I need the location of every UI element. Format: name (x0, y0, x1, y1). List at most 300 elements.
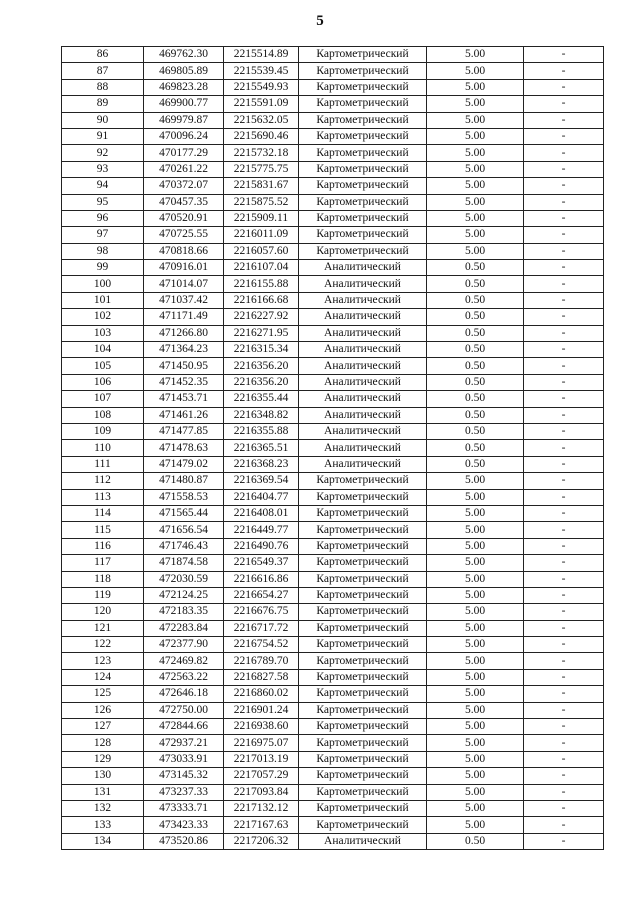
note-cell: - (524, 210, 604, 226)
note-cell: - (524, 669, 604, 685)
point-number-cell: 109 (62, 423, 144, 439)
table-row (62, 292, 604, 308)
table-row (62, 79, 604, 95)
point-number-cell: 97 (62, 227, 144, 243)
point-number-cell: 90 (62, 112, 144, 128)
accuracy-cell: 0.50 (427, 358, 524, 374)
x-coordinate-cell: 471656.54 (144, 522, 224, 538)
x-coordinate-cell: 473423.33 (144, 817, 224, 833)
note-cell: - (524, 751, 604, 767)
point-number-cell: 121 (62, 620, 144, 636)
point-number-cell: 125 (62, 686, 144, 702)
note-cell: - (524, 686, 604, 702)
method-cell: Картометрический (299, 555, 427, 571)
method-cell: Картометрический (299, 538, 427, 554)
table-row (62, 653, 604, 669)
point-number-cell: 110 (62, 440, 144, 456)
y-coordinate-cell: 2215514.89 (224, 47, 299, 63)
table-row (62, 702, 604, 718)
accuracy-cell: 5.00 (427, 489, 524, 505)
accuracy-cell: 0.50 (427, 374, 524, 390)
note-cell: - (524, 604, 604, 620)
y-coordinate-cell: 2216011.09 (224, 227, 299, 243)
point-number-cell: 95 (62, 194, 144, 210)
point-number-cell: 134 (62, 833, 144, 849)
method-cell: Аналитический (299, 440, 427, 456)
point-number-cell: 115 (62, 522, 144, 538)
y-coordinate-cell: 2216057.60 (224, 243, 299, 259)
x-coordinate-cell: 471450.95 (144, 358, 224, 374)
method-cell: Аналитический (299, 407, 427, 423)
x-coordinate-cell: 470177.29 (144, 145, 224, 161)
table-row (62, 210, 604, 226)
note-cell: - (524, 571, 604, 587)
table-row (62, 637, 604, 653)
method-cell: Картометрический (299, 751, 427, 767)
x-coordinate-cell: 472937.21 (144, 735, 224, 751)
method-cell: Картометрический (299, 686, 427, 702)
table-row (62, 260, 604, 276)
accuracy-cell: 5.00 (427, 47, 524, 63)
method-cell: Картометрический (299, 96, 427, 112)
note-cell: - (524, 243, 604, 259)
y-coordinate-cell: 2216348.82 (224, 407, 299, 423)
table-row (62, 309, 604, 325)
y-coordinate-cell: 2216356.20 (224, 374, 299, 390)
y-coordinate-cell: 2217167.63 (224, 817, 299, 833)
method-cell: Аналитический (299, 342, 427, 358)
point-number-cell: 103 (62, 325, 144, 341)
y-coordinate-cell: 2216901.24 (224, 702, 299, 718)
note-cell: - (524, 47, 604, 63)
x-coordinate-cell: 471266.80 (144, 325, 224, 341)
x-coordinate-cell: 469823.28 (144, 79, 224, 95)
note-cell: - (524, 391, 604, 407)
x-coordinate-cell: 471565.44 (144, 505, 224, 521)
point-number-cell: 87 (62, 63, 144, 79)
accuracy-cell: 0.50 (427, 260, 524, 276)
x-coordinate-cell: 473145.32 (144, 768, 224, 784)
accuracy-cell: 5.00 (427, 161, 524, 177)
method-cell: Картометрический (299, 768, 427, 784)
point-number-cell: 99 (62, 260, 144, 276)
table-row (62, 145, 604, 161)
y-coordinate-cell: 2216404.77 (224, 489, 299, 505)
accuracy-cell: 5.00 (427, 522, 524, 538)
x-coordinate-cell: 470520.91 (144, 210, 224, 226)
note-cell: - (524, 112, 604, 128)
accuracy-cell: 5.00 (427, 669, 524, 685)
point-number-cell: 113 (62, 489, 144, 505)
y-coordinate-cell: 2217206.32 (224, 833, 299, 849)
method-cell: Картометрический (299, 702, 427, 718)
point-number-cell: 128 (62, 735, 144, 751)
method-cell: Картометрический (299, 473, 427, 489)
y-coordinate-cell: 2217013.19 (224, 751, 299, 767)
note-cell: - (524, 342, 604, 358)
accuracy-cell: 0.50 (427, 833, 524, 849)
x-coordinate-cell: 471452.35 (144, 374, 224, 390)
x-coordinate-cell: 472283.84 (144, 620, 224, 636)
y-coordinate-cell: 2216271.95 (224, 325, 299, 341)
method-cell: Картометрический (299, 128, 427, 144)
accuracy-cell: 5.00 (427, 784, 524, 800)
method-cell: Картометрический (299, 210, 427, 226)
method-cell: Картометрический (299, 669, 427, 685)
y-coordinate-cell: 2216676.75 (224, 604, 299, 620)
note-cell: - (524, 292, 604, 308)
table-row (62, 423, 604, 439)
x-coordinate-cell: 471479.02 (144, 456, 224, 472)
note-cell: - (524, 800, 604, 816)
table-row (62, 489, 604, 505)
point-number-cell: 104 (62, 342, 144, 358)
table-row (62, 555, 604, 571)
method-cell: Аналитический (299, 309, 427, 325)
table-row (62, 522, 604, 538)
y-coordinate-cell: 2216827.58 (224, 669, 299, 685)
accuracy-cell: 0.50 (427, 309, 524, 325)
method-cell: Аналитический (299, 456, 427, 472)
table-row (62, 358, 604, 374)
accuracy-cell: 5.00 (427, 719, 524, 735)
method-cell: Картометрический (299, 604, 427, 620)
accuracy-cell: 5.00 (427, 112, 524, 128)
method-cell: Картометрический (299, 227, 427, 243)
method-cell: Аналитический (299, 374, 427, 390)
table-row (62, 473, 604, 489)
accuracy-cell: 5.00 (427, 243, 524, 259)
note-cell: - (524, 719, 604, 735)
y-coordinate-cell: 2216490.76 (224, 538, 299, 554)
x-coordinate-cell: 472124.25 (144, 587, 224, 603)
method-cell: Картометрический (299, 505, 427, 521)
note-cell: - (524, 407, 604, 423)
method-cell: Картометрический (299, 735, 427, 751)
note-cell: - (524, 145, 604, 161)
table-row (62, 440, 604, 456)
y-coordinate-cell: 2215690.46 (224, 128, 299, 144)
method-cell: Картометрический (299, 47, 427, 63)
x-coordinate-cell: 471453.71 (144, 391, 224, 407)
point-number-cell: 107 (62, 391, 144, 407)
accuracy-cell: 0.50 (427, 440, 524, 456)
table-row (62, 243, 604, 259)
y-coordinate-cell: 2216355.88 (224, 423, 299, 439)
table-row (62, 800, 604, 816)
point-number-cell: 86 (62, 47, 144, 63)
point-number-cell: 111 (62, 456, 144, 472)
y-coordinate-cell: 2216549.37 (224, 555, 299, 571)
accuracy-cell: 5.00 (427, 178, 524, 194)
point-number-cell: 98 (62, 243, 144, 259)
x-coordinate-cell: 473333.71 (144, 800, 224, 816)
accuracy-cell: 5.00 (427, 587, 524, 603)
point-number-cell: 96 (62, 210, 144, 226)
note-cell: - (524, 96, 604, 112)
accuracy-cell: 0.50 (427, 342, 524, 358)
y-coordinate-cell: 2217057.29 (224, 768, 299, 784)
point-number-cell: 123 (62, 653, 144, 669)
y-coordinate-cell: 2215732.18 (224, 145, 299, 161)
point-number-cell: 116 (62, 538, 144, 554)
x-coordinate-cell: 470372.07 (144, 178, 224, 194)
table-row (62, 227, 604, 243)
accuracy-cell: 5.00 (427, 505, 524, 521)
x-coordinate-cell: 472844.66 (144, 719, 224, 735)
point-number-cell: 114 (62, 505, 144, 521)
point-number-cell: 117 (62, 555, 144, 571)
note-cell: - (524, 227, 604, 243)
accuracy-cell: 5.00 (427, 128, 524, 144)
point-number-cell: 127 (62, 719, 144, 735)
point-number-cell: 92 (62, 145, 144, 161)
x-coordinate-cell: 472377.90 (144, 637, 224, 653)
point-number-cell: 100 (62, 276, 144, 292)
x-coordinate-cell: 471171.49 (144, 309, 224, 325)
y-coordinate-cell: 2216369.54 (224, 473, 299, 489)
y-coordinate-cell: 2216789.70 (224, 653, 299, 669)
accuracy-cell: 5.00 (427, 210, 524, 226)
note-cell: - (524, 489, 604, 505)
point-number-cell: 91 (62, 128, 144, 144)
point-number-cell: 129 (62, 751, 144, 767)
y-coordinate-cell: 2215632.05 (224, 112, 299, 128)
table-row (62, 833, 604, 849)
note-cell: - (524, 423, 604, 439)
point-number-cell: 101 (62, 292, 144, 308)
method-cell: Аналитический (299, 276, 427, 292)
method-cell: Картометрический (299, 194, 427, 210)
note-cell: - (524, 276, 604, 292)
accuracy-cell: 5.00 (427, 653, 524, 669)
note-cell: - (524, 374, 604, 390)
y-coordinate-cell: 2217132.12 (224, 800, 299, 816)
method-cell: Картометрический (299, 112, 427, 128)
accuracy-cell: 5.00 (427, 735, 524, 751)
point-number-cell: 131 (62, 784, 144, 800)
point-number-cell: 118 (62, 571, 144, 587)
note-cell: - (524, 522, 604, 538)
note-cell: - (524, 702, 604, 718)
x-coordinate-cell: 472030.59 (144, 571, 224, 587)
accuracy-cell: 5.00 (427, 620, 524, 636)
table-row (62, 276, 604, 292)
point-number-cell: 120 (62, 604, 144, 620)
table-row (62, 128, 604, 144)
accuracy-cell: 0.50 (427, 456, 524, 472)
note-cell: - (524, 587, 604, 603)
accuracy-cell: 5.00 (427, 538, 524, 554)
accuracy-cell: 5.00 (427, 473, 524, 489)
table-row (62, 342, 604, 358)
table-row (62, 686, 604, 702)
table-row (62, 161, 604, 177)
x-coordinate-cell: 471477.85 (144, 423, 224, 439)
point-number-cell: 132 (62, 800, 144, 816)
method-cell: Картометрический (299, 800, 427, 816)
accuracy-cell: 5.00 (427, 817, 524, 833)
accuracy-cell: 5.00 (427, 702, 524, 718)
x-coordinate-cell: 470725.55 (144, 227, 224, 243)
note-cell: - (524, 784, 604, 800)
table-row (62, 719, 604, 735)
y-coordinate-cell: 2216860.02 (224, 686, 299, 702)
coordinates-table-body (62, 47, 604, 850)
point-number-cell: 106 (62, 374, 144, 390)
x-coordinate-cell: 471014.07 (144, 276, 224, 292)
note-cell: - (524, 505, 604, 521)
table-row (62, 47, 604, 63)
accuracy-cell: 5.00 (427, 571, 524, 587)
y-coordinate-cell: 2216368.23 (224, 456, 299, 472)
note-cell: - (524, 538, 604, 554)
y-coordinate-cell: 2216717.72 (224, 620, 299, 636)
accuracy-cell: 5.00 (427, 96, 524, 112)
y-coordinate-cell: 2215875.52 (224, 194, 299, 210)
x-coordinate-cell: 469900.77 (144, 96, 224, 112)
table-row (62, 768, 604, 784)
note-cell: - (524, 473, 604, 489)
method-cell: Картометрический (299, 161, 427, 177)
method-cell: Аналитический (299, 325, 427, 341)
x-coordinate-cell: 472183.35 (144, 604, 224, 620)
method-cell: Картометрический (299, 637, 427, 653)
method-cell: Картометрический (299, 79, 427, 95)
note-cell: - (524, 79, 604, 95)
point-number-cell: 105 (62, 358, 144, 374)
x-coordinate-cell: 469805.89 (144, 63, 224, 79)
note-cell: - (524, 260, 604, 276)
y-coordinate-cell: 2216754.52 (224, 637, 299, 653)
table-row (62, 620, 604, 636)
method-cell: Картометрический (299, 784, 427, 800)
accuracy-cell: 0.50 (427, 292, 524, 308)
method-cell: Аналитический (299, 423, 427, 439)
note-cell: - (524, 768, 604, 784)
table-row (62, 63, 604, 79)
y-coordinate-cell: 2216355.44 (224, 391, 299, 407)
table-row (62, 587, 604, 603)
x-coordinate-cell: 471461.26 (144, 407, 224, 423)
y-coordinate-cell: 2216938.60 (224, 719, 299, 735)
x-coordinate-cell: 473520.86 (144, 833, 224, 849)
method-cell: Картометрический (299, 178, 427, 194)
table-row (62, 178, 604, 194)
note-cell: - (524, 358, 604, 374)
method-cell: Аналитический (299, 292, 427, 308)
y-coordinate-cell: 2215909.11 (224, 210, 299, 226)
accuracy-cell: 0.50 (427, 276, 524, 292)
table-row (62, 571, 604, 587)
note-cell: - (524, 440, 604, 456)
accuracy-cell: 5.00 (427, 800, 524, 816)
y-coordinate-cell: 2216365.51 (224, 440, 299, 456)
x-coordinate-cell: 470457.35 (144, 194, 224, 210)
x-coordinate-cell: 471037.42 (144, 292, 224, 308)
point-number-cell: 102 (62, 309, 144, 325)
method-cell: Картометрический (299, 653, 427, 669)
note-cell: - (524, 63, 604, 79)
y-coordinate-cell: 2215539.45 (224, 63, 299, 79)
note-cell: - (524, 637, 604, 653)
point-number-cell: 122 (62, 637, 144, 653)
accuracy-cell: 5.00 (427, 604, 524, 620)
y-coordinate-cell: 2217093.84 (224, 784, 299, 800)
note-cell: - (524, 178, 604, 194)
y-coordinate-cell: 2215591.09 (224, 96, 299, 112)
table-row (62, 604, 604, 620)
method-cell: Картометрический (299, 63, 427, 79)
table-row (62, 391, 604, 407)
note-cell: - (524, 817, 604, 833)
x-coordinate-cell: 471364.23 (144, 342, 224, 358)
table-row (62, 407, 604, 423)
x-coordinate-cell: 470818.66 (144, 243, 224, 259)
accuracy-cell: 5.00 (427, 686, 524, 702)
y-coordinate-cell: 2215831.67 (224, 178, 299, 194)
point-number-cell: 130 (62, 768, 144, 784)
x-coordinate-cell: 473033.91 (144, 751, 224, 767)
point-number-cell: 89 (62, 96, 144, 112)
accuracy-cell: 5.00 (427, 555, 524, 571)
method-cell: Картометрический (299, 817, 427, 833)
table-row (62, 96, 604, 112)
table-row (62, 112, 604, 128)
table-row (62, 669, 604, 685)
method-cell: Картометрический (299, 620, 427, 636)
y-coordinate-cell: 2216107.04 (224, 260, 299, 276)
accuracy-cell: 5.00 (427, 79, 524, 95)
table-row (62, 784, 604, 800)
x-coordinate-cell: 471558.53 (144, 489, 224, 505)
table-row (62, 751, 604, 767)
accuracy-cell: 5.00 (427, 637, 524, 653)
accuracy-cell: 5.00 (427, 227, 524, 243)
method-cell: Картометрический (299, 571, 427, 587)
method-cell: Картометрический (299, 719, 427, 735)
method-cell: Картометрический (299, 587, 427, 603)
table-row (62, 505, 604, 521)
method-cell: Аналитический (299, 260, 427, 276)
note-cell: - (524, 735, 604, 751)
note-cell: - (524, 325, 604, 341)
x-coordinate-cell: 470261.22 (144, 161, 224, 177)
y-coordinate-cell: 2215549.93 (224, 79, 299, 95)
y-coordinate-cell: 2216449.77 (224, 522, 299, 538)
point-number-cell: 133 (62, 817, 144, 833)
method-cell: Картометрический (299, 489, 427, 505)
x-coordinate-cell: 471480.87 (144, 473, 224, 489)
point-number-cell: 124 (62, 669, 144, 685)
table-row (62, 194, 604, 210)
y-coordinate-cell: 2216356.20 (224, 358, 299, 374)
note-cell: - (524, 309, 604, 325)
x-coordinate-cell: 472563.22 (144, 669, 224, 685)
point-number-cell: 88 (62, 79, 144, 95)
note-cell: - (524, 128, 604, 144)
y-coordinate-cell: 2216975.07 (224, 735, 299, 751)
page-number: 5 (316, 13, 324, 29)
method-cell: Аналитический (299, 358, 427, 374)
point-number-cell: 126 (62, 702, 144, 718)
y-coordinate-cell: 2216227.92 (224, 309, 299, 325)
y-coordinate-cell: 2216315.34 (224, 342, 299, 358)
point-number-cell: 119 (62, 587, 144, 603)
method-cell: Аналитический (299, 833, 427, 849)
x-coordinate-cell: 470096.24 (144, 128, 224, 144)
accuracy-cell: 5.00 (427, 768, 524, 784)
